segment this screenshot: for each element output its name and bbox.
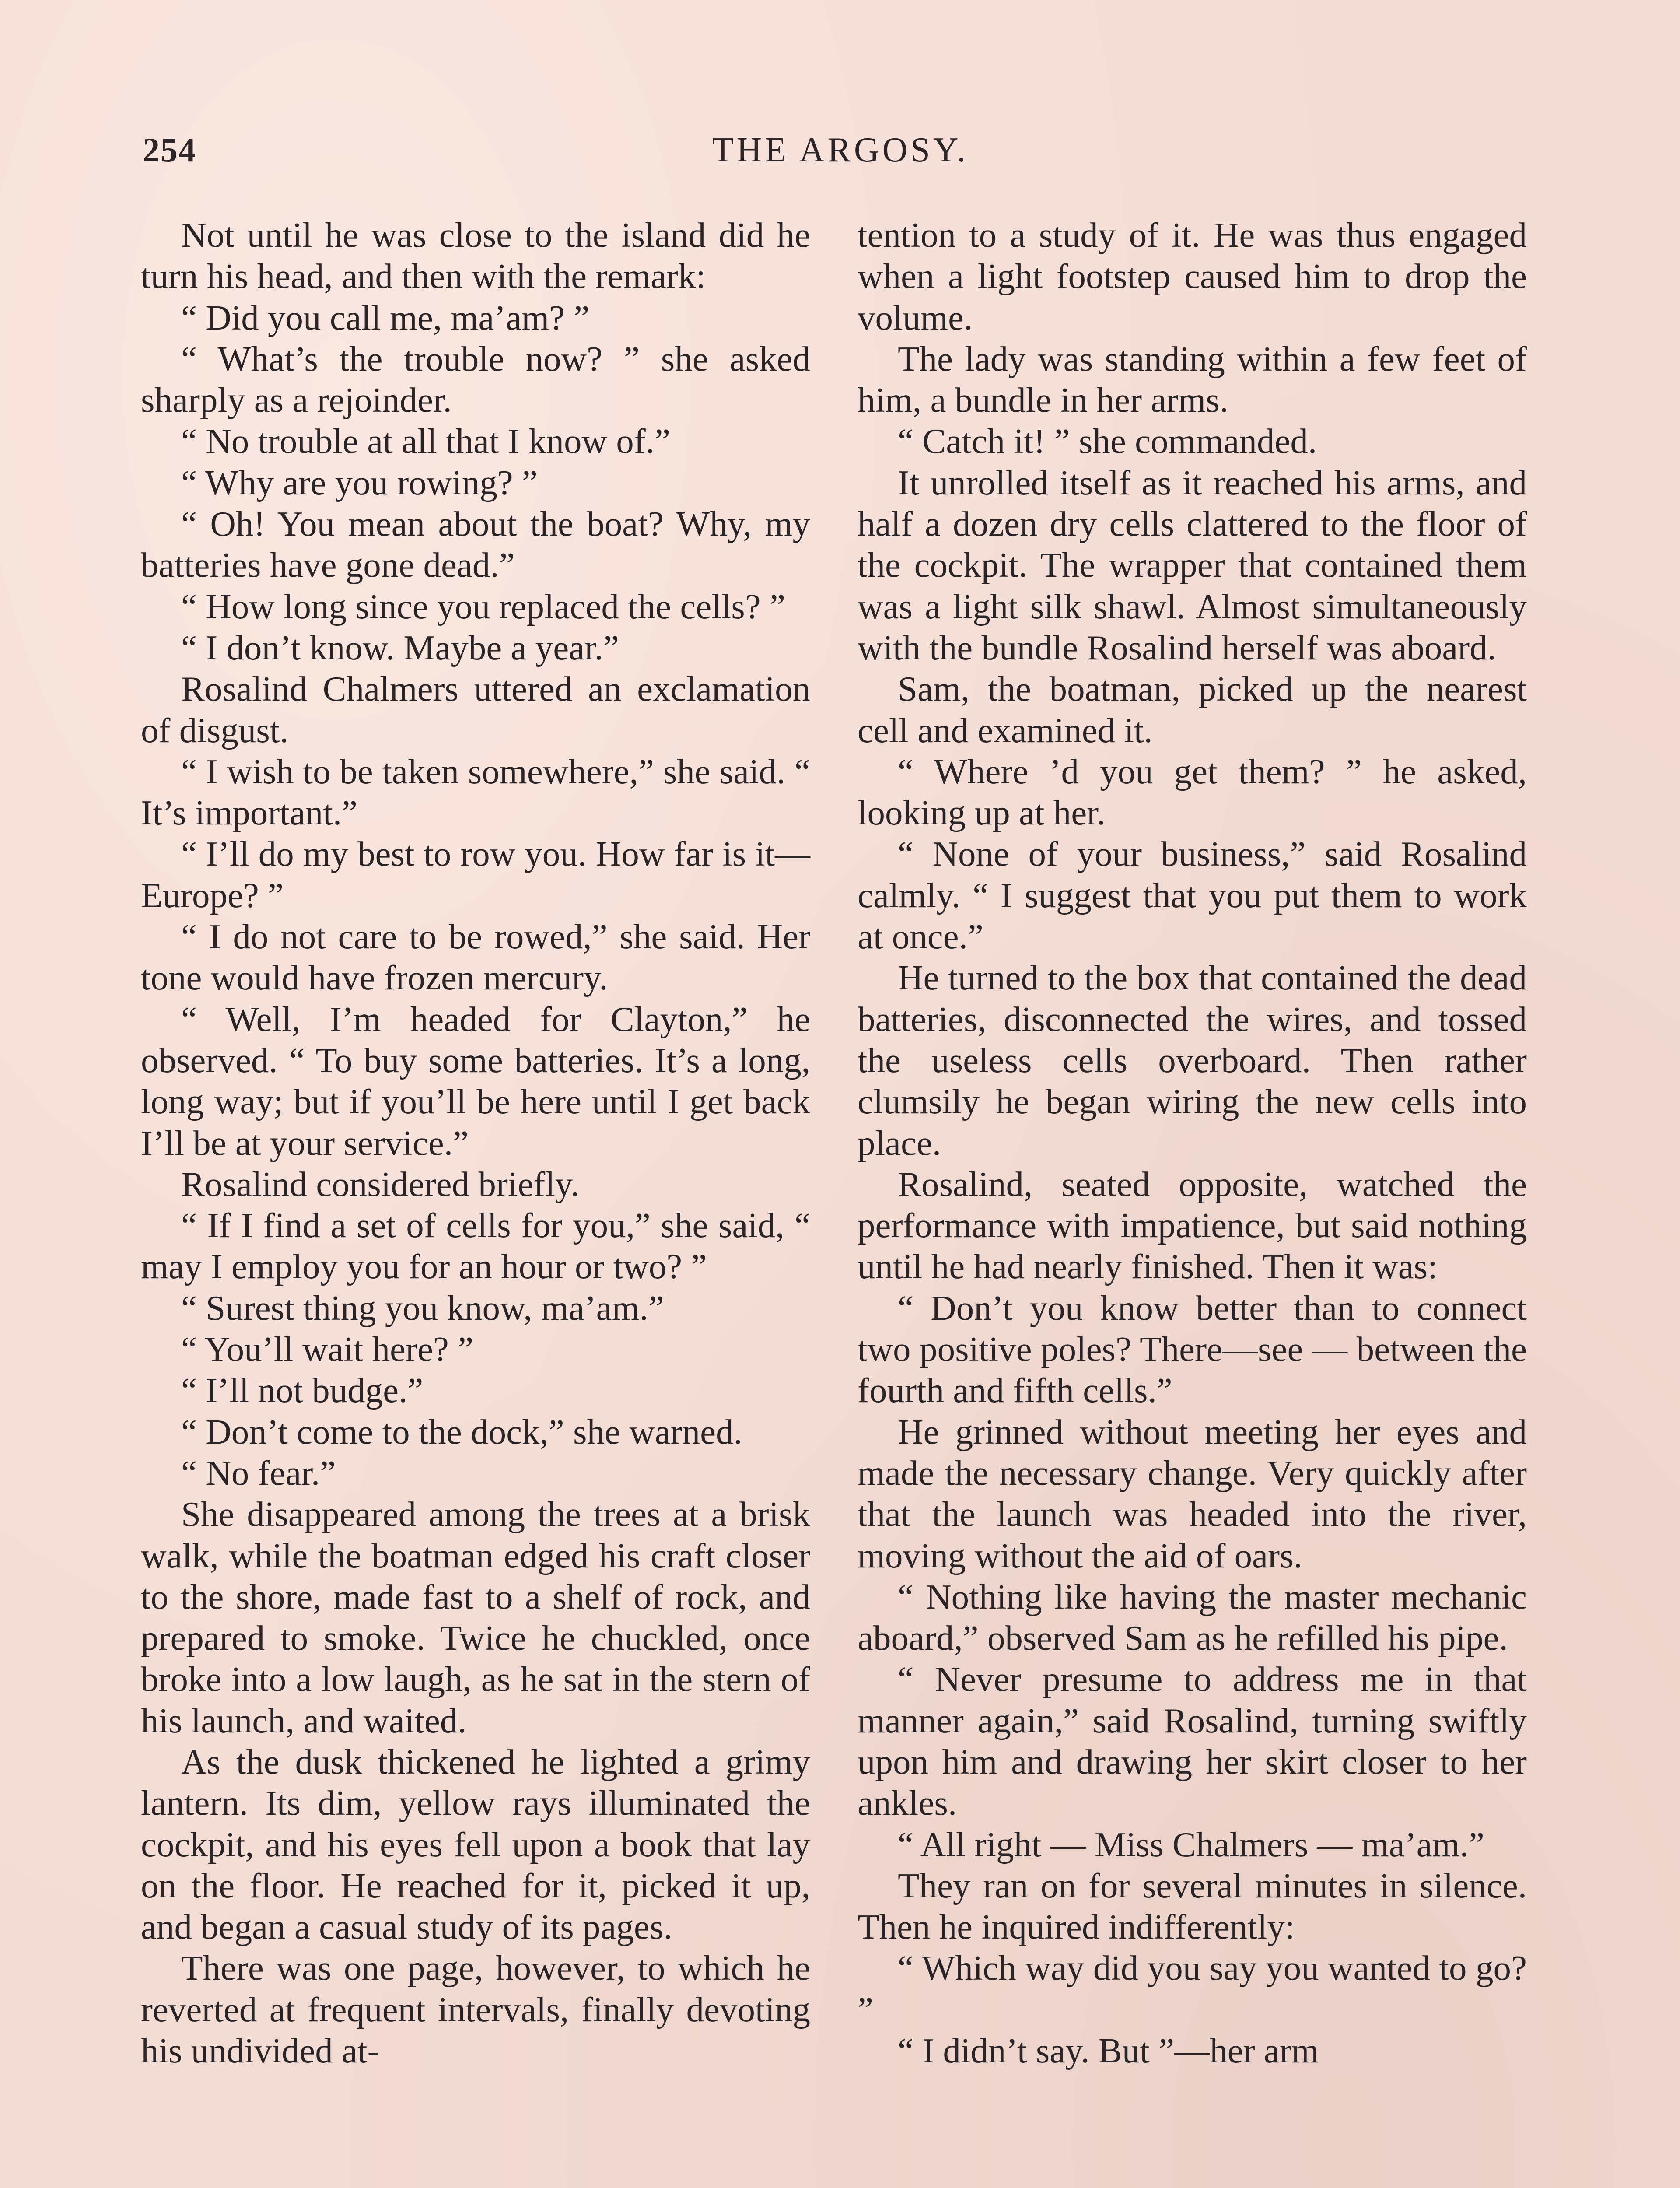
paragraph: “ Well, I’m headed for Clayton,” he observed. “ To buy some batteries. It’s a long, long way; but if you’ll be here until I get back I’ll be at your service.” <box>141 999 810 1163</box>
paragraph: “ What’s the trouble now? ” she asked sharply as a rejoinder. <box>141 339 810 420</box>
paragraph: She disappeared among the trees at a brisk walk, while the boatman edged his craft closer to the shore, made fast to a shelf of rock, and prepared to smoke. Twice he chuckled, once broke into a low laugh, as he sat in the stern of his launch, and waited. <box>141 1494 810 1740</box>
paragraph: They ran on for several minutes in silence. Then he inquired indifferently: <box>858 1865 1527 1947</box>
paragraph: It unrolled itself as it reached his arms, and half a dozen dry cells clattered to the floor of the cockpit. The wrapper that contained them was a light silk shawl. Almost simultaneously with the bundle Rosalind herself was aboard. <box>858 463 1527 667</box>
paragraph: “ If I find a set of cells for you,” she said, “ may I employ you for an hour or two? ” <box>141 1206 810 1287</box>
paragraph: “ How long since you replaced the cells? ” <box>181 586 785 626</box>
paragraph: “ Don’t come to the dock,” she warned. <box>181 1412 742 1452</box>
paragraph: “ I wish to be taken somewhere,” she said. “ It’s important.” <box>141 751 810 833</box>
paragraph: “ Why are you rowing? ” <box>181 463 538 502</box>
paragraph: There was one page, however, to which he reverted at frequent intervals, finally devoting his undivided at- <box>141 1948 810 2071</box>
left-column <box>141 214 810 2071</box>
paragraph: “ None of your business,” said Rosalind calmly. “ I suggest that you put them to work at once.” <box>858 834 1527 957</box>
paragraph: “ Nothing like having the master mechanic aboard,” observed Sam as he refilled his pipe. <box>858 1577 1527 1658</box>
paragraph: “ Oh! You mean about the boat? Why, my batteries have gone dead.” <box>141 504 810 585</box>
paragraph: “ I don’t know. Maybe a year.” <box>181 628 619 667</box>
paragraph: Rosalind Chalmers uttered an exclamation of disgust. <box>141 669 810 750</box>
paragraph: “ I didn’t say. But ”—her arm <box>898 2031 1319 2071</box>
paragraph: “ Never presume to address me in that manner again,” said Rosalind, turning swiftly upon him and drawing her skirt closer to her ankles. <box>858 1659 1527 1823</box>
paragraph: “ Where ’d you get them? ” he asked, looking up at her. <box>858 751 1527 833</box>
paragraph: As the dusk thickened he lighted a grimy lantern. Its dim, yellow rays illuminated the cockpit, and his eyes fell upon a book that lay on the floor. He reached for it, picked it up, and began a casual study of its pages. <box>141 1742 810 1947</box>
running-head <box>143 130 1538 174</box>
paragraph: Rosalind considered briefly. <box>181 1164 580 1204</box>
paragraph: Sam, the boatman, picked up the nearest cell and examined it. <box>858 669 1527 750</box>
paragraph: “ No fear.” <box>181 1453 336 1493</box>
paragraph: Rosalind, seated opposite, watched the performance with impatience, but said nothing until he had nearly finished. Then it was: <box>858 1164 1527 1287</box>
paragraph: “ No trouble at all that I know of.” <box>181 421 670 461</box>
paragraph: “ I do not care to be rowed,” she said. Her tone would have frozen mercury. <box>141 917 810 998</box>
paragraph-continuation: tention to a study of it. He was thus engaged when a light footstep caused him to drop the volume. <box>858 215 1527 337</box>
paragraph: “ Don’t you know better than to connect two positive poles? There—see — between the fourth and fifth cells.” <box>858 1288 1527 1410</box>
paragraph: “ Which way did you say you wanted to go? ” <box>858 1948 1527 2029</box>
paragraph: “ You’ll wait here? ” <box>181 1329 474 1369</box>
paragraph: “ All right — Miss Chalmers — ma’am.” <box>898 1824 1484 1864</box>
paragraph: “ Did you call me, ma’am? ” <box>181 298 590 337</box>
paragraph: “ I’ll do my best to row you. How far is it—Europe? ” <box>141 834 810 915</box>
right-column <box>858 214 1527 2071</box>
page-number: 254 <box>143 131 196 169</box>
magazine-title: THE ARGOSY. <box>712 131 969 169</box>
paragraph: He turned to the box that contained the dead batteries, disconnected the wires, and tossed the useless cells overboard. Then rather clumsily he began wiring the new cells into place. <box>858 958 1527 1163</box>
paragraph: “ I’ll not budge.” <box>181 1371 424 1410</box>
paragraph: “ Surest thing you know, ma’am.” <box>181 1288 664 1328</box>
paragraph: He grinned without meeting her eyes and made the necessary change. Very quickly after that the launch was headed into the river, moving without the aid of oars. <box>858 1412 1527 1575</box>
paragraph: “ Catch it! ” she commanded. <box>898 421 1317 461</box>
paragraph: The lady was standing within a few feet of him, a bundle in her arms. <box>858 339 1527 420</box>
paragraph: Not until he was close to the island did he turn his head, and then with the remark: <box>141 215 810 296</box>
